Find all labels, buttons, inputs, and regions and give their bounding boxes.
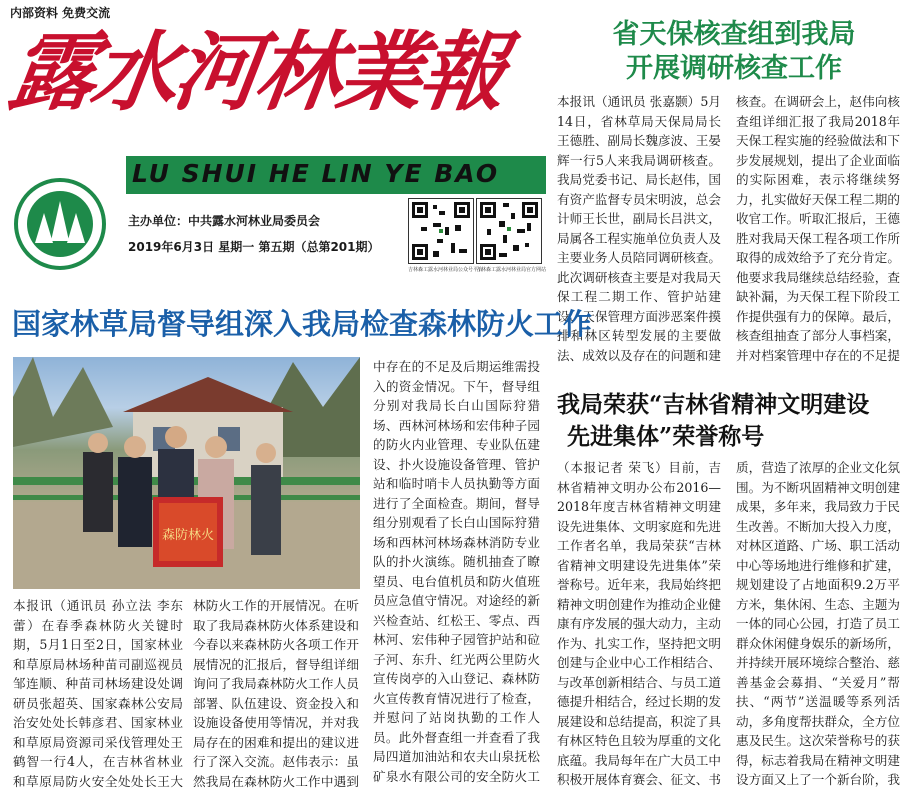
- qr-caption: 吉林森工露水河林业局官方网站: [476, 267, 547, 273]
- mid-article-col1: （本报记者 荣飞）目前，吉林省精神文明办公布2016—2018年度吉林省精神文明建设先进集体、文明家庭和先进工作者名单，我局荣获“吉林省精神文明建设先进集体”荣誉称号。近年来，我局始终把精神文明创建作为推动企业健康有序发展的强大动力，主动作为、扎实工作，坚持把文明创建与企业中心工作相结合、与改革创新相结合、与员工道德提升相结合，经过长期的发展建设和总结提高，积淀了具有林区特色且较为厚重的文化底蕴。我局每年在广大员工中积极开展体育赛会、征文、书: [557, 460, 721, 787]
- tree-icon: [67, 213, 85, 243]
- inspection-photo: [13, 357, 360, 589]
- issue-date-line: 2019年6月3日 星期一 第五期（总第201期）: [128, 240, 380, 254]
- main-article-col-c: 中存在的不足及后期运维需投入的资金情况。下午，督导组分别对我局长白山国际狩猎场、西林河林场和宏伟种子园的防火内业管理、专业队伍建设、扑火设施设备管理、管护站和临时哨卡人员执勤等方面进行了全面检查。期间，督导组分别观看了长白山国际狩猎场和西林河林场森林消防专业队的扑火演练。随机抽查了瞭望员、电台值机员和防火值班员应急值守情况。对途经的新兴检查站、红松王、零点、西林河、宏伟种子园管护站和砬子河、东升、红光两公里防火宣传岗亭的入山登记、森林防火宣传教育情况进行了检查，并慰问了站岗执勤的工作人员。此外督查组一并查看了我局四道加油站和农夫山泉抚松矿泉水有限公司的安全防火工: [373, 359, 540, 784]
- right-article-col2: 核查。在调研会上，赵伟向核查组详细汇报了我局2018年天保工程实施的经验做法和下步发展规划，提出了企业面临的实际困难，表示将继续努力，扎实做好天保工程二期的收官工作。听取汇报后，王德胜对我局天保工程各项工作所取得的成效给予了充分肯定。他要求我局继续总结经验，查缺补漏，为天保工程下阶段工作提供强有力的保障。最后，核查组抽查了部分人事档案，并对档案管理中存在的不足提: [736, 94, 900, 363]
- masthead-calligraphy-title: 露水河林業報: [2, 22, 510, 123]
- mid-article-col2: 质，营造了浓厚的企业文化氛围。为不断巩固精神文明创建成果，多年来，我局致力于民生改善。不断加大投入力度，对林区道路、广场、职工活动中心等场地进行维修和扩建，规划建设了占地面积9.2万平方米，集休闲、生态、主题为一体的同心公园，打造了员工群众休闲健身娱乐的新场所，并持续开展环境综合整治、慈善基金会募捐、“关爱月”帮扶、“两节”送温暖等系列活动，多角度帮扶群众，全方位惠及民生。这次荣誉称号的获得，标志着我局在精神文明建设方面又上了一个新台阶，我: [736, 460, 900, 787]
- internal-material-label: 内部资料 免费交流: [10, 6, 111, 20]
- qr-code-icon: [408, 198, 474, 264]
- main-article-headline: 国家林草局督导组深入我局检查森林防火工作: [12, 307, 593, 341]
- sponsor-line: 主办单位：中共露水河林业局委员会: [128, 214, 321, 228]
- qr-caption: 吉林森工露水河林业局公众号平台: [408, 267, 484, 273]
- right-article-col1: 本报讯（通讯员 张嘉颢）5月14日，省林草局天保局局长王德胜、副局长魏彦波、王晏辉一行5人来我局调研核查。我局党委书记、局长赵伟，国有资产监督专员宋明波，总会计师王长世，副局长吕洪文，局属各工程实施单位负责人及主要业务人员陪同调研核查。此次调研核查主要是对我局天保工程二期工作、管护站建设、天保管理方面涉恶案件摸排和林区转型发展的主要做法、成效以及存在的问题和建: [557, 94, 721, 363]
- main-article-col-b: 林防火工作的开展情况。在听取了我局森林防火体系建设和今春以来森林防火各项工作开展情况的汇报后，督导组详细询问了我局森林防火工作人员部署、队伍建设、资金投入和设施设备使用等情况，并对我局存在的困难和提出的建议进行了深入交流。赵伟表示：虽然我局在森林防火工作中遇到: [193, 598, 359, 789]
- banner-text: 森防林火: [161, 528, 215, 543]
- qr-code-icon: [476, 198, 542, 264]
- logo-inner: [27, 191, 93, 257]
- masthead-pinyin: LU SHUI HE LIN YE BAO: [132, 159, 500, 188]
- mid-article-headline: 我局荣获“吉林省精神文明建设 先进集体”荣誉称号: [557, 391, 870, 450]
- main-article-col-a: 本报讯（通讯员 孙立法 李东蕾）在春季森林防火关键时期，5月1日至2日，国家林业和草原局林场种苗司副巡视员邹连顺、种苗司林场建设处调研员张超英、国家森林公安局治安处处长韩彦君、国家林业和草原局资源司采伐管理处王鹤智一行4人，在吉林省林业和草原局防火安全处处长王大: [13, 598, 183, 789]
- right-article-headline: 省天保核查组到我局 开展调研核查工作: [612, 19, 856, 84]
